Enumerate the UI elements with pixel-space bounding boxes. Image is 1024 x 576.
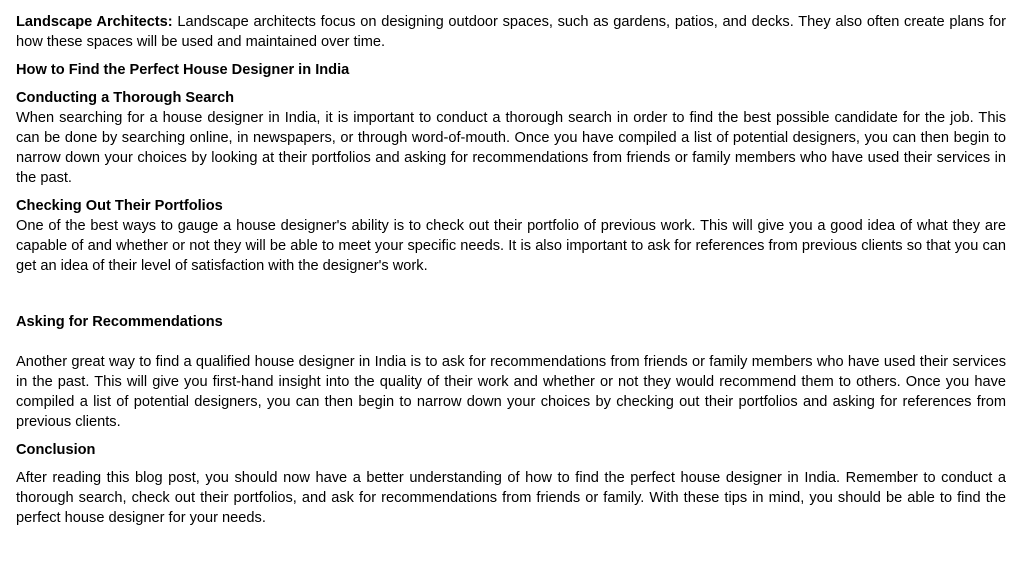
landscape-architects-text: Landscape architects focus on designing outdoor spaces, such as gardens, patios, and decks. They also often create plans for how these spaces will be used and maintained over time. xyxy=(16,14,1006,50)
recommendations-body: Another great way to find a qualified house designer in India is to ask for recommendations from friends or family members who have used their services in the past. This will give you first-hand insight into the quality of their work and whether or not they would recommend them to others. Once you have compiled a list of potential designers, you can then begin to narrow down your choices by checking out their portfolios and asking for references from previous clients. xyxy=(16,354,1006,430)
portfolios-heading: Checking Out Their Portfolios xyxy=(16,198,223,214)
search-body: When searching for a house designer in India, it is important to conduct a thorough search in order to find the best possible candidate for the job. This can be done by searching online, in newspapers, or through word-of-mouth. Once you have compiled a list of potential designers, you can then begin to narrow down your choices by looking at their portfolios and asking for recommendations from friends or family members who have used their services in the past. xyxy=(16,110,1006,186)
conclusion-heading: Conclusion xyxy=(16,442,96,458)
document-page xyxy=(16,12,1006,528)
landscape-architects-paragraph xyxy=(16,12,1006,52)
main-heading: How to Find the Perfect House Designer in India xyxy=(16,62,350,78)
portfolios-body: One of the best ways to gauge a house designer's ability is to check out their portfolio of previous work. This will give you a good idea of what they are capable of and whether or not they will be able to meet your specific needs. It is also important to ask for references from previous clients so that you can get an idea of their level of satisfaction with the designer's work. xyxy=(16,218,1006,274)
recommendations-heading: Asking for Recommendations xyxy=(16,314,223,330)
search-heading: Conducting a Thorough Search xyxy=(16,90,235,106)
conclusion-body: After reading this blog post, you should now have a better understanding of how to find the perfect house designer in India. Remember to conduct a thorough search, check out their portfolios, and ask for recommendations from friends or family. With these tips in mind, you should be able to find the perfect house designer for your needs. xyxy=(16,470,1006,526)
landscape-architects-label: Landscape Architects: xyxy=(16,14,173,30)
